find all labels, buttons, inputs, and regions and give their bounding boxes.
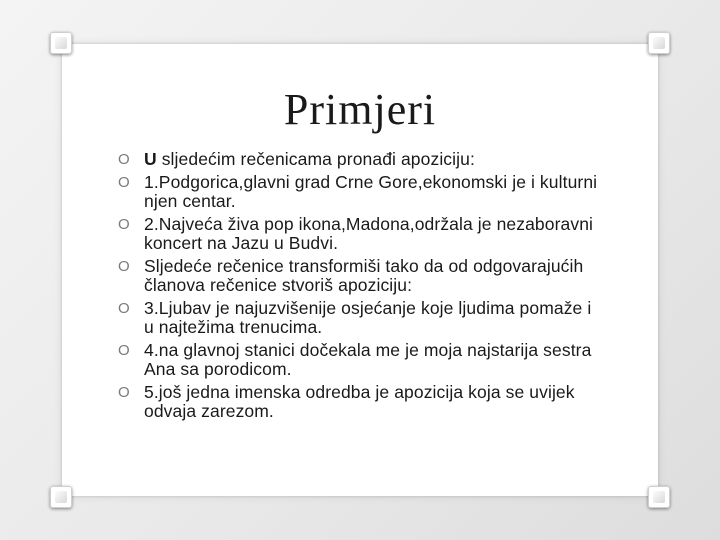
- bullet-marker-icon: O: [118, 151, 130, 168]
- bullet-marker-icon: O: [118, 258, 130, 275]
- bullet-text: Sljedeće rečenice transformiši tako da od odgovarajućih članova rečenice stvoriš apoziciju:: [144, 256, 584, 295]
- bullet-text: 5.još jedna imenska odredba je apozicija koja se uvijek odvaja zarezom.: [144, 382, 575, 421]
- bullet-item: [118, 299, 598, 337]
- frame-corner-top-left: [50, 32, 72, 54]
- bullet-text: 1.Podgorica,glavni grad Crne Gore,ekonomski je i kulturni njen centar.: [144, 172, 598, 211]
- bullet-list: [118, 150, 598, 425]
- bullet-item: [118, 150, 598, 169]
- bullet-marker-icon: O: [118, 342, 130, 359]
- slide-title: Primjeri: [283, 85, 437, 134]
- bullet-item: [118, 257, 598, 295]
- bullet-bold-text: U: [144, 149, 157, 169]
- bullet-text: 2.Najveća živa pop ikona,Madona,održala je nezaboravni koncert na Jazu u Budvi.: [144, 214, 594, 253]
- bullet-item: [118, 383, 598, 421]
- bullet-item: [118, 215, 598, 253]
- bullet-text: 3.Ljubav je najuzvišenije osjećanje koje ljudima pomaže i u najtežima trenucima.: [144, 298, 592, 337]
- frame-corner-bottom-left: [50, 486, 72, 508]
- bullet-marker-icon: O: [118, 216, 130, 233]
- bullet-item: [118, 341, 598, 379]
- bullet-text: 4.na glavnoj stanici dočekala me je moja najstarija sestra Ana sa porodicom.: [144, 340, 592, 379]
- bullet-marker-icon: O: [118, 300, 130, 317]
- frame-corner-top-right: [648, 32, 670, 54]
- bullet-item: [118, 173, 598, 211]
- frame-corner-bottom-right: [648, 486, 670, 508]
- bullet-marker-icon: O: [118, 174, 130, 191]
- bullet-text: sljedećim rečenicama pronađi apoziciju:: [156, 149, 475, 169]
- bullet-marker-icon: O: [118, 384, 130, 401]
